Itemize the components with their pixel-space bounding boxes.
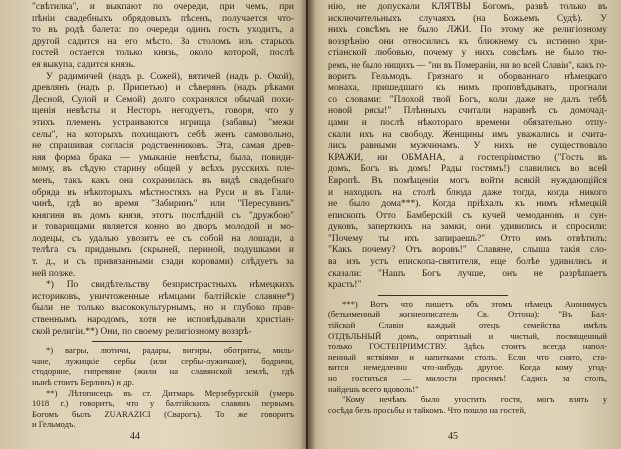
note-line: ской религіи.**) Они, по своему религіозному воззрѣ- — [32, 326, 252, 337]
text-line: мому, въ сѣдую старину общей у всѣхъ русскихъ пле- — [32, 164, 294, 175]
footnote-line: но гоститься — милости просимъ! Садись за столъ, — [328, 373, 607, 383]
text-line: домъ, Богъ въ домъ! Рады гостямъ!) славились во всей — [328, 164, 607, 175]
text-line: монаха, пришедшаго къ нимъ проповѣдывать, прогнали — [328, 83, 607, 94]
footnote-line: ***) Вотъ что пишетъ объ этомъ нѣмецъ Анонимусъ — [342, 298, 607, 309]
text-line: скали ихъ на свободу. Женщины имъ уважались и счита- — [328, 129, 607, 140]
text-line: древлянъ (надъ р. Припетью) и сѣверянъ (надъ рѣками — [32, 83, 294, 94]
footnote-line: и Гельмодъ. — [32, 419, 76, 430]
footnote-line: вится немедленно что-нибудь другое. Когда кому угод- — [328, 362, 607, 373]
text-line: "свѣтилка", и выкпают по очереди, при чемъ, при — [32, 2, 294, 12]
text-line: лись равными мужчинамъ. У нихъ не существовало — [328, 141, 607, 152]
right-footnote — [328, 299, 607, 416]
text-line: пѣніи свадебныхъ обрядовыхъ пѣсенъ, получается что- — [32, 13, 294, 24]
note-line: были не только высококультурнымъ, но и глубоко прав- — [32, 303, 294, 314]
text-line: этихъ племенъ устраиваются игрища (забавы) "межи — [32, 117, 294, 128]
text-line: КРАЖИ, ни ОБМАНА, а гостепріимство ("Гость въ — [328, 152, 607, 163]
text-line: гостей остается только князь, около которой, послѣ — [32, 48, 294, 59]
footnote-divider — [92, 341, 242, 342]
footnote-line: (безъименный жизнеописатель Св. Оттона): "Въ Бал- — [328, 309, 607, 320]
text-line: не было дома***). Когда пріѣхалъ къ нимъ нѣмецкій — [328, 199, 607, 210]
footnote-line: сосѣда безъ просьбы и тайкомъ. Что пошло на гостей, — [328, 404, 527, 415]
footnote-line: нынѣ стоитъ Берлинъ) и др. — [32, 377, 134, 387]
text-line: т. д., и съ привязанными сзади коровами) слѣдуетъ за — [32, 257, 294, 268]
text-line: лодецы, съ удалью увозитъ ее съ собой на лошади, а — [32, 233, 294, 244]
text-line: Европѣ. Въ помѣщеніи могъ войти всякій нуждающійся — [328, 175, 607, 186]
text-line: У радимичей (надъ р. Сожей), вятичей (надъ р. Окой), — [46, 71, 294, 82]
text-line: то въ родѣ балета: по очереди одинъ гость уходитъ, а — [32, 25, 294, 36]
footnote-line: Богомъ былъ ZUARAZICI (Сварогъ). То же говоритъ — [32, 408, 294, 419]
text-line: стіанской любовью, почему у нихъ совсѣмъ не было тю- — [328, 48, 607, 59]
text-line: и товарищами является конно во дворъ молодой и мо- — [32, 222, 294, 233]
text-line: цами и послѣ нѣкотораго времени обязательно отпу- — [328, 117, 607, 128]
text-line: Десной, Сулой и Семой) долго сохранялся обычай похи- — [32, 94, 294, 105]
text-line: воритъ Гельмодъ. Грязнаго и оборваннаго нѣмецкаго — [328, 71, 607, 82]
note-line: ственнымъ народомъ, хотя не исповѣдывали христіан- — [32, 315, 294, 326]
text-line: княгиня въ домъ князя, этотъ послѣдній съ "дружбою" — [32, 210, 294, 221]
book-gutter — [300, 0, 316, 449]
text-line: ва изъ устъ епископа-святителя, еще болѣе удивились и — [328, 257, 607, 268]
text-line: новой рясы!" Плѣнныхъ считали наравнѣ съ домочад- — [328, 106, 607, 117]
text-line: со словами: "Плохой твой Богъ, коли даже не далъ тебѣ — [328, 94, 607, 105]
footnote-line: только ГОСТЕПРІИМСТВУ. Здѣсь стоитъ всегда напол- — [328, 341, 607, 352]
left-body-text — [32, 2, 294, 280]
text-line: селы", на которыхъ похищаютъ себѣ женъ самовольно, — [32, 129, 294, 140]
text-line: няя форма брака — умыканіе невѣсты, была, повиди- — [32, 152, 294, 163]
left-page — [0, 0, 306, 449]
left-footnotes — [32, 345, 294, 430]
footnote-line: ОТДѢЛЬНЫЙ домъ, опрятный и чистый, посвященный — [328, 330, 607, 341]
text-line: ремъ, не было нищихъ — "ни въ Помераніи, ни во всей Славіи", какъ го- — [328, 59, 607, 70]
page-number-left: 44 — [130, 431, 140, 443]
left-note-paragraph — [32, 280, 294, 338]
text-line: и находилъ на столѣ блюда даже тогда, когда никого — [328, 187, 607, 198]
text-line: другой садится на его мѣсто. За столомъ изъ старыхъ — [32, 36, 294, 47]
right-body-text — [328, 2, 607, 292]
footnote-line: 1018 г.) говоритъ, что у балтійскихъ славянъ первымъ — [32, 398, 294, 409]
text-line: нихъ совсѣмъ не было ЛЖИ. По этому же религіозному — [328, 25, 607, 36]
footnote-line: "Кому нечѣмъ было угостить гостя, могъ взять у — [342, 394, 607, 405]
right-page — [308, 0, 621, 449]
text-line: не спрашивая согласія родственниковъ. Эта, самая древ- — [32, 141, 294, 152]
text-line: обряда въ нѣкоторыхъ мѣстностяхъ на Руси и въ Гали- — [32, 187, 294, 198]
text-line: ней позже. — [32, 268, 76, 279]
footnote-line: ненный яствіями и напитками столъ. Если что снято, ста- — [328, 351, 607, 362]
text-line: чинѣ, гдѣ во время "Забиринъ" или "Пересувинъ" — [32, 199, 294, 210]
footnote-line: **) Лѣтописецъ въ ст. Дитмарь Мерзебургскій (умерь — [46, 387, 294, 398]
footnote-line: найдешь всего вдоволь!" — [328, 383, 419, 394]
text-line: красть!" — [328, 280, 362, 291]
footnote-line: тійской Славіи каждый отецъ семейства имѣлъ — [328, 320, 607, 331]
note-line: *) По свидѣтельству безпристрастныхъ нѣмецкихъ — [46, 280, 294, 291]
text-line: сказали: "Нашъ Богъ лучше, онъ не разрѣшаетъ — [328, 268, 607, 279]
text-line: епископъ Отто Бамберскій съ кучей чемодановъ и сун- — [328, 210, 607, 221]
footnote-line: чане, лужицкіе сербы (или сербы-лужичане), бодричи, — [32, 355, 294, 366]
footnote-line: стодоряне, гипревяне (жили на славянской землѣ, гдѣ — [32, 366, 294, 377]
note-line: историковъ, уничтоженные нѣмцами балтійскіе славяне*) — [32, 291, 294, 302]
text-line: нію, не допускали КЛЯТВЫ Богомъ, развѣ только въ — [328, 2, 607, 12]
text-line: воззрѣнію они относились къ ближнему съ истинно хри- — [328, 36, 607, 47]
text-line: "Почему ты ихъ запираешь?" Отто имъ отвѣтилъ: — [328, 233, 607, 244]
text-line: телѣга съ приданымъ (скрыней, периной, подушками и — [32, 245, 294, 256]
text-line: ея выкупа, садится князь. — [32, 59, 136, 70]
text-line: дуковъ, заперткихъ на замки, они удивились и спросили: — [328, 222, 607, 233]
text-line: менъ, такъ какъ она сохранилась въ видѣ свадебнаго — [32, 175, 294, 186]
footnote-line: *) вагры, лютичи, радары, вигиры, оботриты, миль- — [46, 345, 294, 356]
text-line: исключительныхъ случаяхъ (на Божьемъ Судѣ). У — [328, 13, 607, 24]
note-divider — [378, 295, 508, 296]
text-line: щенія невѣсты и Несторъ негодуетъ, говоря, что у — [32, 106, 294, 117]
text-line: "Какъ почему? Отъ воровъ!" Славяне, слыша такія сло- — [328, 245, 607, 256]
page-number-right: 45 — [448, 431, 458, 443]
